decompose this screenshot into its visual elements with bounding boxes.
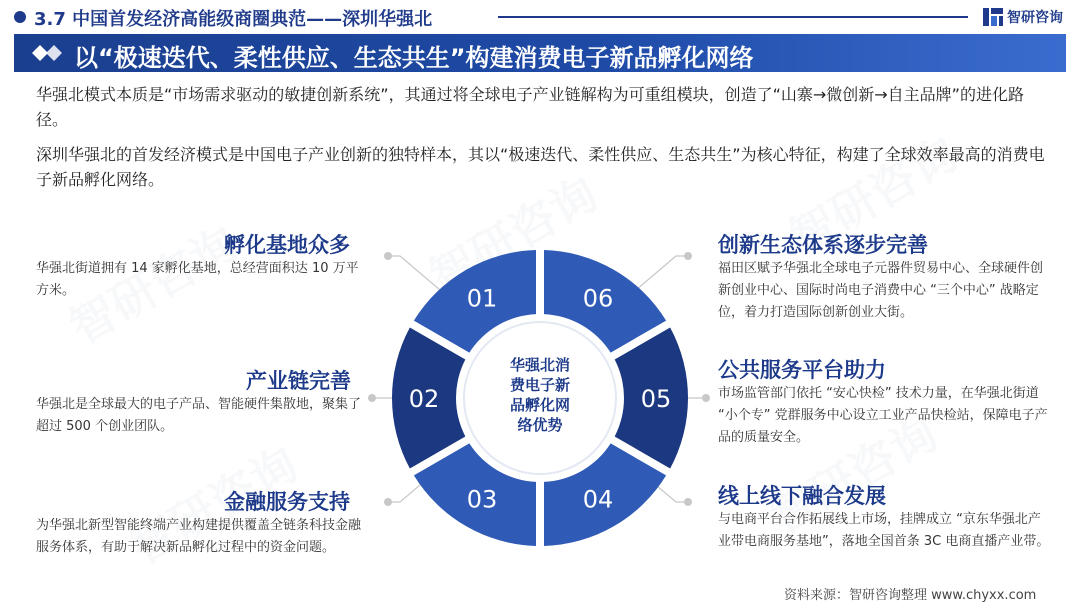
item-06-title: 创新生态体系逐步完善	[718, 233, 928, 257]
item-02-desc: 华强北是全球最大的电子产品、智能硬件集散地，聚集了超过 500 个创业团队。	[36, 397, 362, 434]
item-05-desc: 市场监管部门依托 “安心快检” 技术力量，在华强北街道 “小个专” 党群服务中心设立工业产品快检站，保障电子产品的质量安全。	[718, 386, 1048, 445]
item-04-desc: 与电商平台合作拓展线上市场，挂牌成立 “京东华强北产业带电商服务基地”，落地全国首条 3C 电商直播产业带。	[718, 512, 1050, 549]
item-06-desc: 福田区赋予华强北全球电子元器件贸易中心、全球硬件创新创业中心、国际时尚电子消费中心 “三个中心” 战略定位，着力打造国际创新创业大街。	[718, 261, 1044, 320]
center-label-line-2: 费电子新	[509, 376, 571, 394]
center-label-line-4: 络优势	[517, 416, 563, 434]
item-05-title: 公共服务平台助力	[718, 358, 886, 382]
ring-segment-label-06: 06	[582, 284, 614, 313]
center-label-line-1: 华强北消	[509, 356, 571, 374]
ring-segment-label-02: 02	[408, 385, 440, 413]
item-01-desc: 华强北街道拥有 14 家孵化基地，总经营面积达 10 万平方米。	[36, 261, 359, 298]
intro-paragraph-2: 深圳华强北的首发经济模式是中国电子产业创新的独特样本，其以“极速迭代、柔性供应、生态共生”为核心特征，构建了全球效率最高的消费电子新品孵化网络。	[36, 145, 1045, 189]
intro-paragraph-1: 华强北模式本质是“市场需求驱动的敏捷创新系统”，其通过将全球电子产业链解构为可重组模块，创造了“山寨→微创新→自主品牌”的进化路径。	[36, 85, 1024, 129]
brand-logo-text: 智研咨询	[1007, 10, 1063, 26]
item-03-desc: 为华强北新型智能终端产业构建提供覆盖全链条科技金融服务体系，有助于解决新品孵化过程中的资金问题。	[36, 518, 362, 555]
item-04-title: 线上线下融合发展	[718, 484, 886, 508]
item-03-title: 金融服务支持	[224, 490, 350, 514]
headline-title: 以“极速迭代、柔性供应、生态共生”构建消费电子新品孵化网络	[74, 44, 754, 72]
ring-segment-label-03: 03	[466, 485, 498, 514]
ring-segment-label-04: 04	[582, 485, 614, 514]
item-02-title: 产业链完善	[246, 369, 351, 393]
center-label-line-3: 品孵化网	[509, 396, 571, 414]
ring-segment-label-05: 05	[640, 385, 672, 413]
item-01-title: 孵化基地众多	[224, 233, 350, 257]
source-note: 资料来源：智研咨询整理 www.chyxx.com	[784, 588, 1037, 603]
section-title: 3.7 中国首发经济高能级商圈典范——深圳华强北	[34, 9, 433, 30]
ring-segment-label-01: 01	[466, 284, 498, 313]
